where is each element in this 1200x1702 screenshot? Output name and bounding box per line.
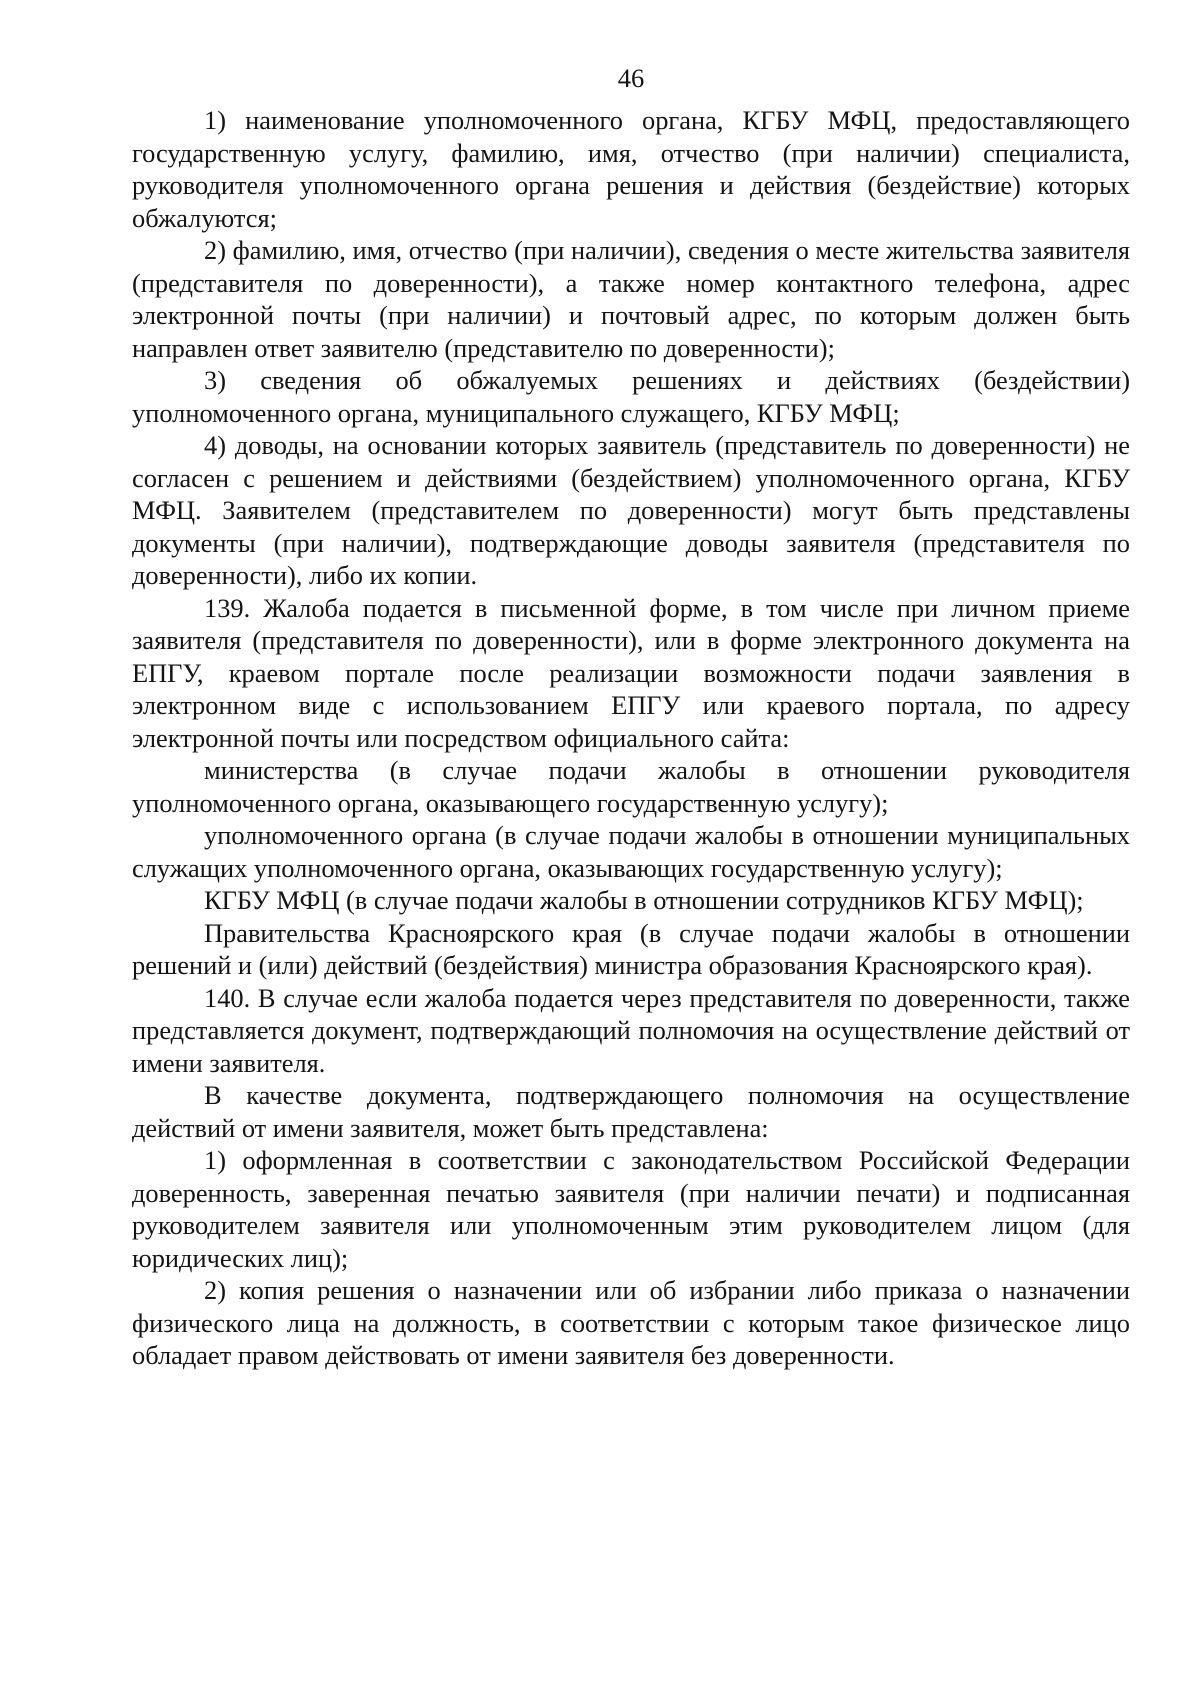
page-number: 46 xyxy=(617,63,645,93)
paragraph-ministry: министерства (в случае подачи жалобы в отношении руководителя уполномоченного органа, оказывающего государственную услугу); xyxy=(132,755,1130,818)
paragraph-complaint-item-1: 1) наименование уполномоченного органа, КГБУ МФЦ, предоставляющего государственную услугу, фамилию, имя, отчество (при наличии) специалиста, руководителя уполномоченного органа решения и действия (бездействие) которых обжалуются; xyxy=(132,105,1130,233)
paragraph-clause-140: 140. В случае если жалоба подается через представителя по доверенности, также представляется документ, подтверждающий полномочия на осуществление действий от имени заявителя. xyxy=(132,982,1130,1078)
paragraph-document-item-2: 2) копия решения о назначении или об избрании либо приказа о назначении физического лица на должность, в соответствии с которым такое физическое лицо обладает правом действовать от имени заявителя без доверенности. xyxy=(132,1275,1130,1370)
paragraph-complaint-item-2: 2) фамилию, имя, отчество (при наличии), сведения о месте жительства заявителя (представителя по доверенности), а также номер контактного телефона, адрес электронной почты (при наличии) и почтовый адрес, по которым должен быть направлен ответ заявителю (представителю по доверенности); xyxy=(132,235,1130,363)
paragraph-complaint-item-4: 4) доводы, на основании которых заявитель (представитель по доверенности) не согласен с решением и действиями (бездействием) уполномоченного органа, КГБУ МФЦ. Заявителем (представителем по доверенности) могут быть представлены документы (при наличии), подтверждающие доводы заявителя (представителя по доверенности), либо их копии. xyxy=(132,430,1130,590)
paragraph-clause-139: 139. Жалоба подается в письменной форме, в том числе при личном приеме заявителя (представителя по доверенности), или в форме электронного документа на ЕПГУ, краевом портале после реализации возможности подачи заявления в электронном виде с использованием ЕПГУ или краевого портала, по адресу электронной почты или посредством официального сайта: xyxy=(132,592,1130,753)
paragraph-authorized-body: уполномоченного органа (в случае подачи жалобы в отношении муниципальных служащих уполномоченного органа, оказывающих государственную услугу); xyxy=(132,820,1130,883)
paragraph-document-types: В качестве документа, подтверждающего полномочия на осуществление действий от имени заявителя, может быть представлена: xyxy=(132,1080,1130,1143)
paragraph-complaint-item-3: 3) сведения об обжалуемых решениях и действиях (бездействии) уполномоченного органа, муниципального служащего, КГБУ МФЦ; xyxy=(132,365,1130,428)
paragraph-kgbu-mfc: КГБУ МФЦ (в случае подачи жалобы в отношении сотрудников КГБУ МФЦ); xyxy=(204,885,1084,915)
paragraph-document-item-1: 1) оформленная в соответствии с законодательством Российской Федерации доверенность, заверенная печатью заявителя (при наличии печати) и подписанная руководителем заявителя или уполномоченным этим руководителем лицом (для юридических лиц); xyxy=(132,1145,1130,1273)
paragraph-government: Правительства Красноярского края (в случае подачи жалобы в отношении решений и (или) действий (бездействия) министра образования Красноярского края). xyxy=(132,917,1130,980)
document-body xyxy=(132,104,1130,1372)
